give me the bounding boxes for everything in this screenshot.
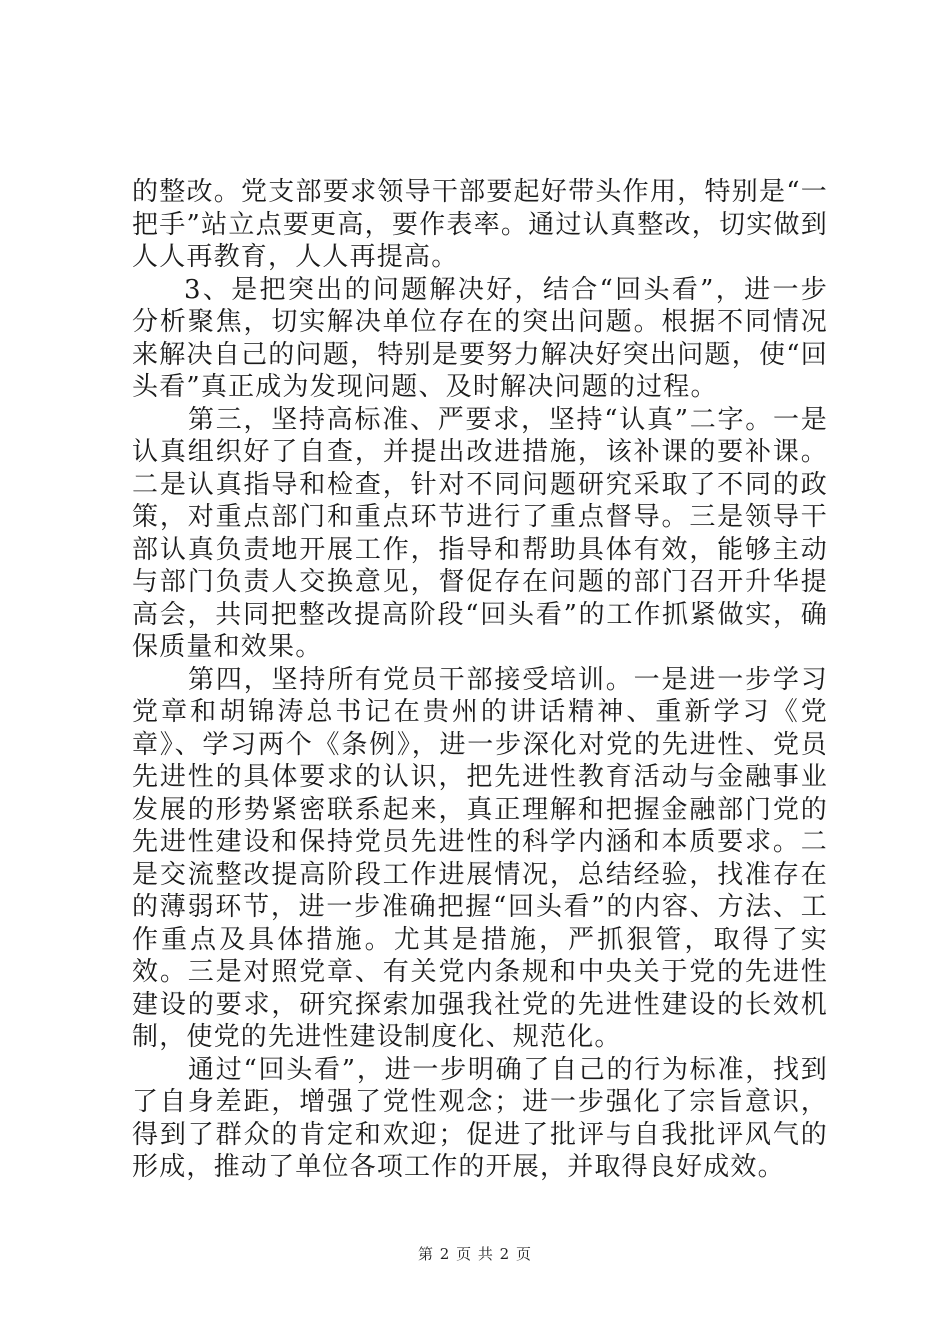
page-number-footer: 第 2 页 共 2 页 [418, 1245, 532, 1263]
paragraph-rectification-intro: 的整改。党支部要求领导干部要起好带头作用，特别是“一把手”站立点要更高，要作表率。通过认真整改，切实做到人人再教育，人人再提高。 [132, 177, 828, 272]
paragraph-point-3: 3、是把突出的问题解决好，结合“回头看”，进一步分析聚焦，切实解决单位存在的突出问题。根据不同情况来解决自己的问题，特别是要努力解决好突出问题，使“回头看”真正成为发现问题、及时解决问题的过程。 [132, 274, 828, 402]
document-body [132, 176, 828, 1184]
paragraph-third: 第三，坚持高标准、严要求，坚持“认真”二字。一是认真组织好了自查，并提出改进措施，该补课的要补课。二是认真指导和检查，针对不同问题研究采取了不同的政策，对重点部门和重点环节进行了重点督导。三是领导干部认真负责地开展工作，指导和帮助具体有效，能够主动与部门负责人交换意见，督促存在问题的部门召开升华提高会，共同把整改提高阶段“回头看”的工作抓紧做实，确保质量和效果。 [132, 404, 828, 662]
paragraph-fourth: 第四，坚持所有党员干部接受培训。一是进一步学习党章和胡锦涛总书记在贵州的讲话精神、重新学习《党章》、学习两个《条例》，进一步深化对党的先进性、党员先进性的具体要求的认识，把先进性教育活动与金融事业发展的形势紧密联系起来，真正理解和把握金融部门党的先进性建设和保持党员先进性的科学内涵和本质要求。二是交流整改提高阶段工作进展情况，总结经验，找准存在的薄弱环节，进一步准确把握“回头看”的内容、方法、工作重点及具体措施。尤其是措施，严抓狠管，取得了实效。三是对照党章、有关党内条规和中央关于党的先进性建设的要求，研究探索加强我社党的先进性建设的长效机制，使党的先进性建设制度化、规范化。 [132, 664, 828, 1052]
paragraph-conclusion: 通过“回头看”，进一步明确了自己的行为标准，找到了自身差距，增强了党性观念；进一步强化了宗旨意识，得到了群众的肯定和欢迎；促进了批评与自我批评风气的形成，推动了单位各项工作的开展，并取得良好成效。 [132, 1054, 828, 1182]
